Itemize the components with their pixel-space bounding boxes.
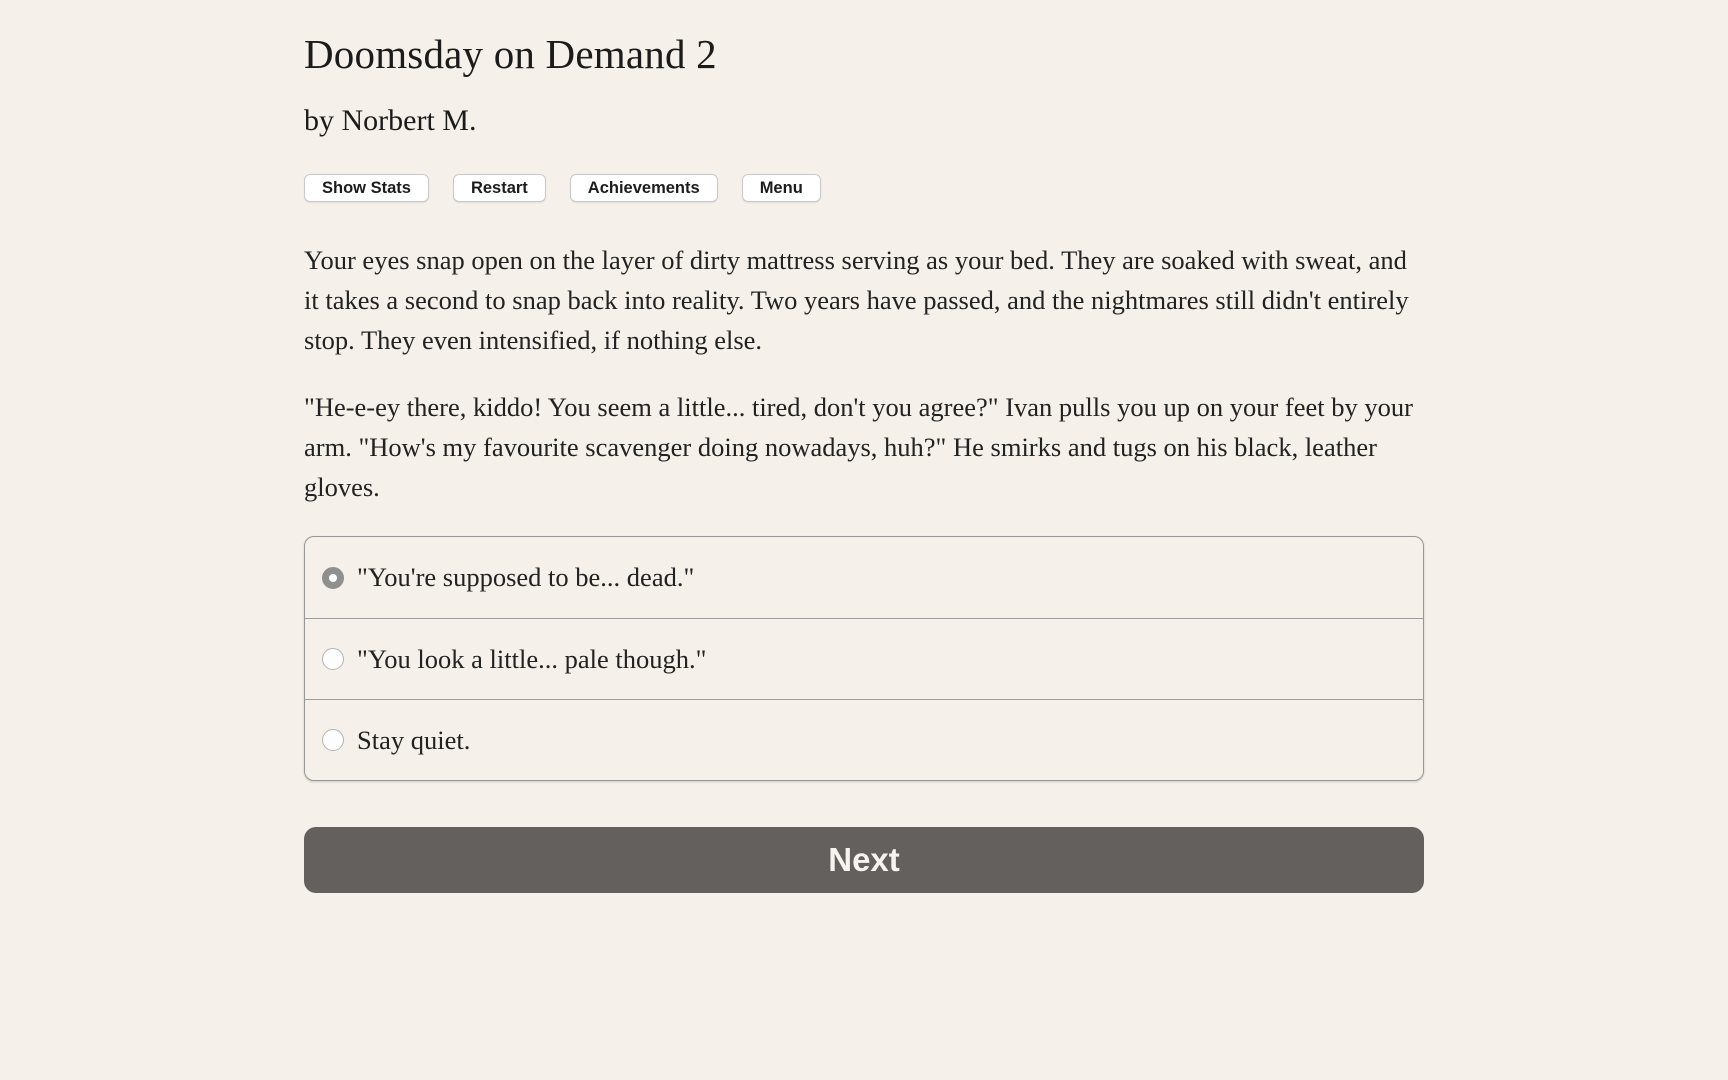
choice-option-label: Stay quiet.: [357, 724, 471, 755]
story-text: [304, 240, 1424, 507]
story-paragraph: "He-e-ey there, kiddo! You seem a little... tired, don't you agree?" Ivan pulls you up on your feet by your arm. "How's my favourite scavenger doing nowadays, huh?" He smirks and tugs on his black, leather gloves.: [304, 392, 1413, 502]
choice-option-1[interactable]: [305, 537, 1423, 618]
story-paragraph: Your eyes snap open on the layer of dirty mattress serving as your bed. They are soaked with sweat, and it takes a second to snap back into reality. Two years have passed, and the nightmares still didn't entirely stop. They even intensified, if nothing else.: [304, 245, 1409, 355]
menu-button[interactable]: Menu: [742, 174, 821, 202]
page-title: Doomsday on Demand 2: [304, 31, 717, 77]
show-stats-button[interactable]: Show Stats: [304, 174, 429, 202]
restart-button[interactable]: Restart: [453, 174, 546, 202]
radio-button-option-3[interactable]: [322, 729, 344, 751]
choice-option-label: "You look a little... pale though.": [357, 643, 707, 674]
choice-option-3[interactable]: [305, 699, 1423, 780]
achievements-button[interactable]: Achievements: [570, 174, 718, 202]
toolbar: [304, 174, 1424, 202]
radio-button-option-2[interactable]: [322, 648, 344, 670]
next-button[interactable]: Next: [304, 827, 1424, 893]
author-byline: by Norbert M.: [304, 104, 477, 137]
choice-option-label: "You're supposed to be... dead.": [357, 562, 695, 592]
choice-group: [304, 536, 1424, 781]
game-content: [304, 0, 1424, 893]
choice-option-2[interactable]: [305, 618, 1423, 699]
radio-button-option-1[interactable]: [322, 567, 344, 589]
